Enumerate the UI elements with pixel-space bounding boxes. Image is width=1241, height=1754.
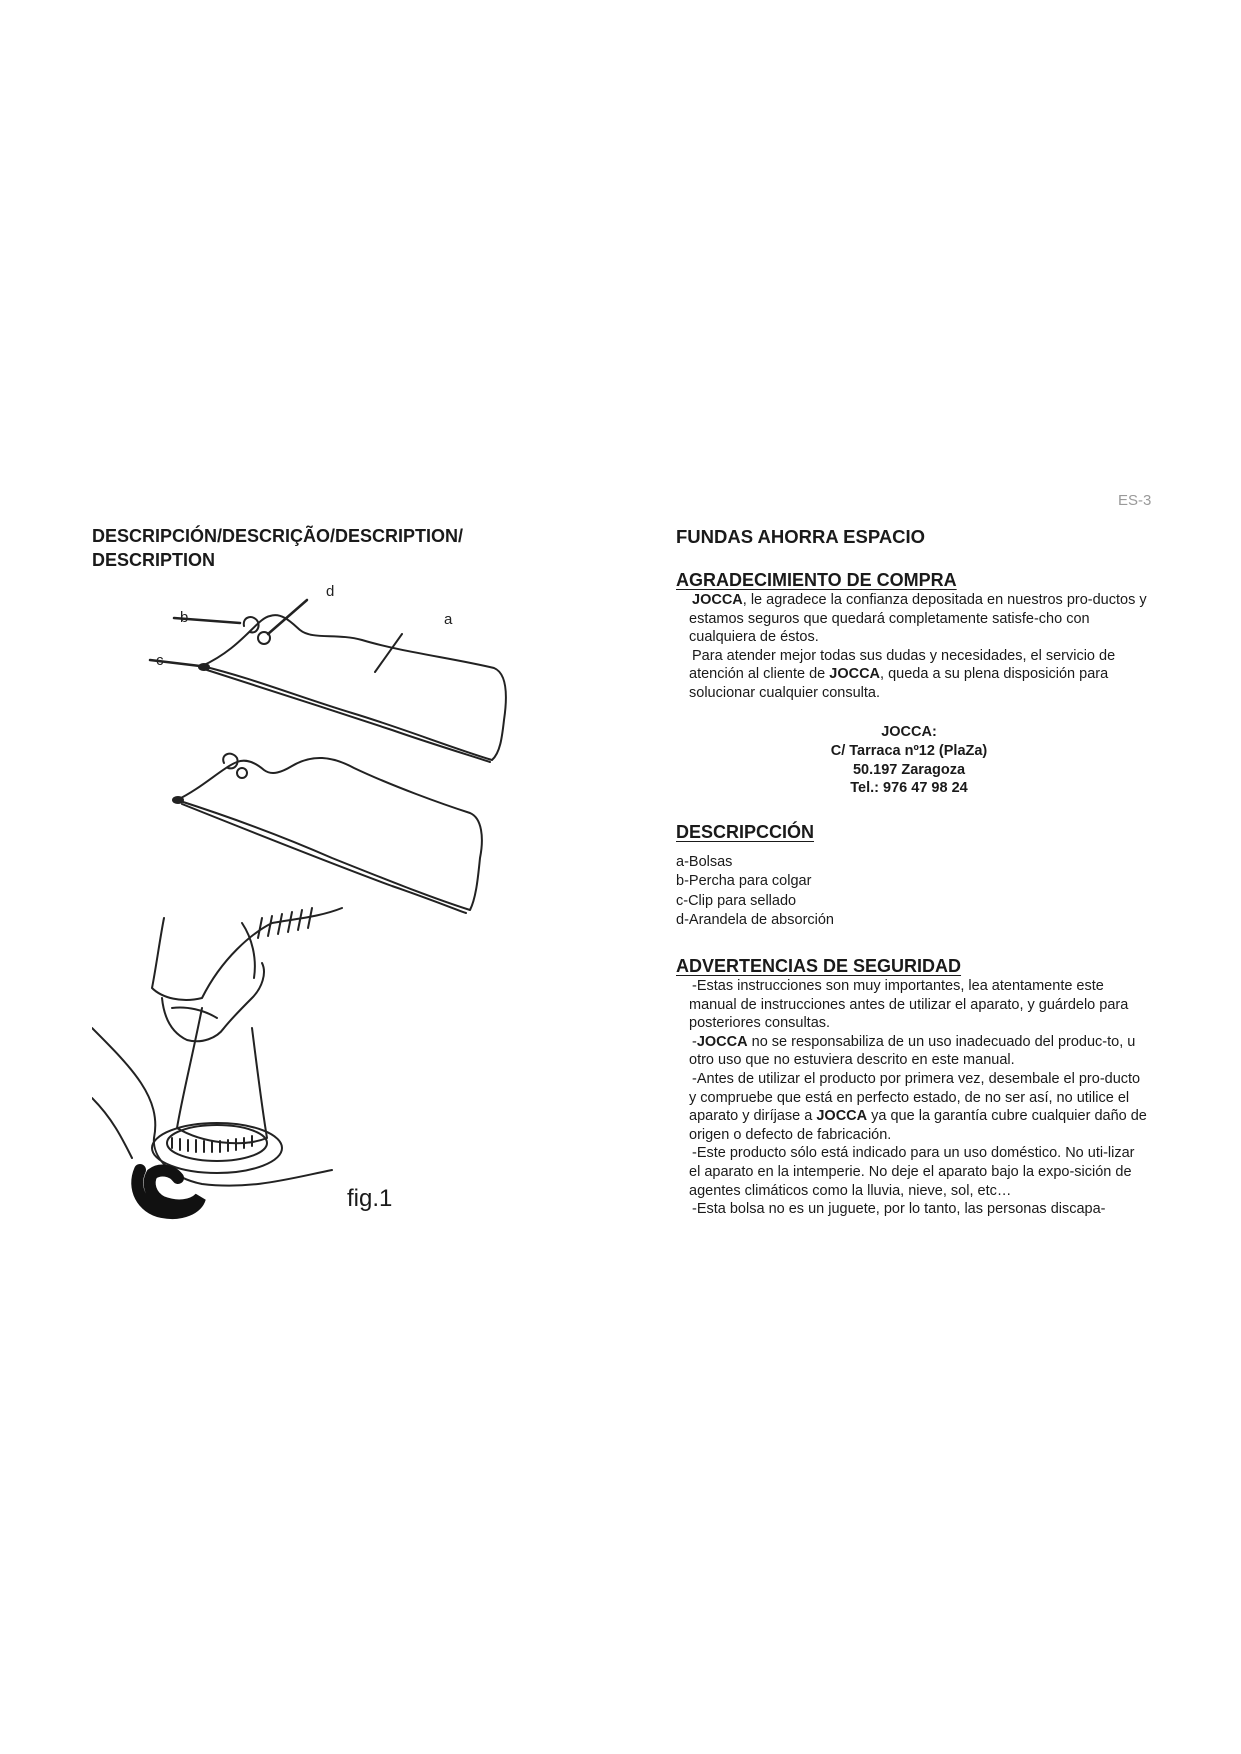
product-illustration xyxy=(92,578,512,1268)
address-company: JOCCA: xyxy=(881,724,937,740)
brand-name: JOCCA xyxy=(692,592,743,608)
list-item: a-Bolsas xyxy=(676,854,733,870)
list-item: d-Arandela de absorción xyxy=(676,912,834,929)
thanks-text xyxy=(676,591,1149,703)
brand-name: JOCCA xyxy=(829,666,881,683)
description-section xyxy=(676,822,1146,931)
description-heading: DESCRIPCCIÓN xyxy=(676,822,815,842)
page-number: ES-3 xyxy=(1118,492,1152,509)
bottom-bag-seam xyxy=(182,804,466,913)
safety-paragraph-3: -Antes de utilizar el producto por primera vez, desembale el pro-ducto y compruebe que está en perfecto estado, de no ser así, no utilice el aparato y diríjase a JOCCA ya que la garantía cubre cualquier daño de origen o defecto de fabricación. xyxy=(689,1070,1147,1143)
main-title: FUNDAS AHORRA ESPACIO xyxy=(676,526,926,547)
address-phone: Tel.: 976 47 98 24 xyxy=(850,780,968,797)
thanks-paragraph-2: Para atender mejor todas sus dudas y necesidades, el servicio de atención al cliente de JOCCA, queda a su plena disposición para solucionar cualquier consulta. xyxy=(689,647,1116,701)
clip-icon-2 xyxy=(173,797,183,803)
address-city: 50.197 Zaragoza xyxy=(852,761,966,778)
safety-text xyxy=(676,977,1149,1219)
address-street: C/ Tarraca nº12 (PlaZa) xyxy=(830,742,988,759)
callout-d: d xyxy=(326,583,335,600)
brand-name: JOCCA xyxy=(816,1108,868,1125)
company-address xyxy=(676,723,1142,798)
thanks-paragraph-1: JOCCA, le agradece la confianza depositada en nuestros pro-ductos y estamos seguros que quedará completamente satisfe-cho con cualquiera de éstos. xyxy=(689,592,1147,646)
bottom-bag-outline xyxy=(177,758,482,910)
washer-icon-2 xyxy=(237,768,247,778)
callout-c: c xyxy=(156,652,164,669)
clamp-ring xyxy=(137,1170,200,1213)
list-item: c-Clip para sellado xyxy=(676,892,797,909)
hand-fingers xyxy=(162,963,264,1041)
safety-heading: ADVERTENCIAS DE SEGURIDAD xyxy=(676,956,962,976)
thanks-section xyxy=(676,570,1146,703)
safety-paragraph-1: -Estas instrucciones son muy importantes, lea atentamente este manual de instrucciones antes de utilizar el aparato, y guárdelo para posteriores consultas. xyxy=(689,978,1129,1032)
finger-detail-2 xyxy=(242,923,255,978)
safety-paragraph-4: -Este producto sólo está indicado para un uso doméstico. No uti-lizar el aparato en la intemperie. No deje el aparato bajo la expo-sición de agentes climáticos como la lluvia, nieve, sol, etc… xyxy=(689,1145,1135,1199)
top-bag-seam xyxy=(207,670,490,762)
top-bag-outline xyxy=(202,615,506,760)
callout-b: b xyxy=(180,609,189,626)
arm-outline xyxy=(152,908,342,1000)
list-item: b-Percha para colgar xyxy=(676,873,812,890)
callout-a: a xyxy=(444,611,453,628)
safety-paragraph-5: -Esta bolsa no es un juguete, por lo tanto, las personas discapa- xyxy=(692,1201,1106,1218)
parts-list xyxy=(676,853,1146,931)
callout-line-a xyxy=(375,634,402,672)
callout-line-d xyxy=(268,600,307,634)
description-title: DESCRIPCIÓN/DESCRIÇÃO/DESCRIPTION/ DESCRIPTION xyxy=(92,526,464,570)
cuff-lines xyxy=(258,908,312,938)
finger-detail xyxy=(172,1007,217,1018)
safety-paragraph-2: -JOCCA no se responsabiliza de un uso inadecuado del produc-to, u otro uso que no estuviera descrito en este manual. xyxy=(689,1033,1136,1069)
figure-label: fig.1 xyxy=(347,1185,393,1212)
thanks-heading: AGRADECIMIENTO DE COMPRA xyxy=(676,570,957,590)
brand-name: JOCCA xyxy=(696,1033,748,1050)
safety-section xyxy=(676,956,1146,1219)
bag-surface-lines xyxy=(92,1028,332,1186)
